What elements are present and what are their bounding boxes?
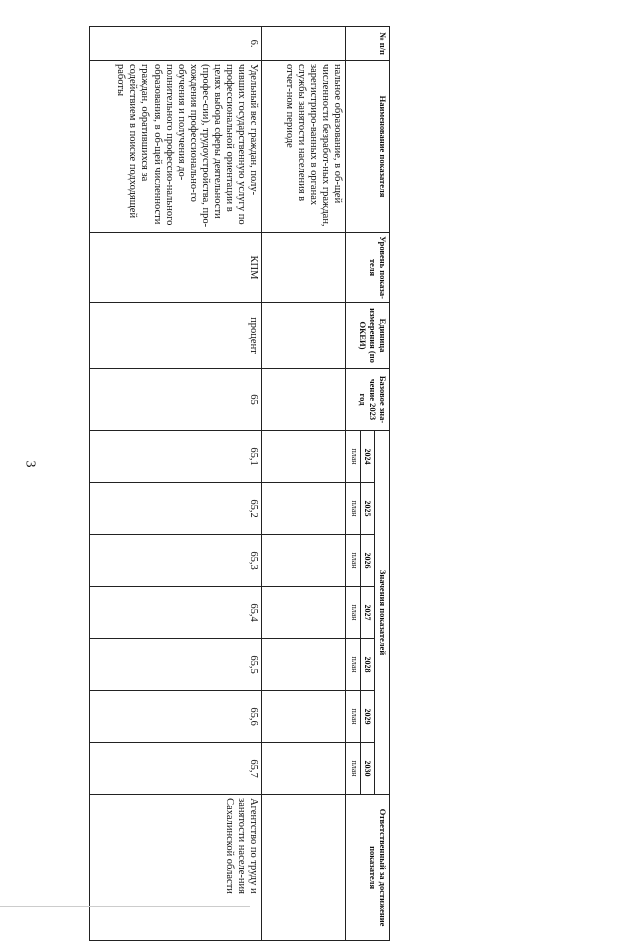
header-name: Наименование показателя: [346, 61, 390, 233]
row-num: 6.: [90, 27, 262, 61]
table-row: [262, 27, 346, 941]
plan-label: план: [346, 691, 361, 743]
year-header: 2027: [361, 587, 375, 639]
row-value: 65,3: [90, 535, 262, 587]
header-responsible: Ответственный за достижение показателя: [346, 795, 390, 941]
year-header: 2029: [361, 691, 375, 743]
header-num: № п/п: [346, 27, 390, 61]
page-number: 3: [22, 460, 38, 468]
row-responsible: Агентство по труду и занятости населе-ния Сахалинской области: [90, 795, 262, 941]
row-value: [262, 639, 346, 691]
header-row: [375, 27, 390, 941]
row-value: 65,5: [90, 639, 262, 691]
scan-artifact-line: [0, 906, 250, 907]
rotated-table-wrapper: [48, 26, 390, 927]
row-responsible: [262, 795, 346, 941]
plan-label: план: [346, 587, 361, 639]
row-value: [262, 691, 346, 743]
plan-label: план: [346, 483, 361, 535]
row-value: 65,4: [90, 587, 262, 639]
row-value: 65,6: [90, 691, 262, 743]
year-header: 2026: [361, 535, 375, 587]
row-name: Удельный вес граждан, полу-чивших государственную услугу по профессиональной ориентации в целях выбора сферы деятельности (профес-сии), трудоустройства, про-хождения профессионально-го обучения и получения до-полнительного профессио-нального образования, в об-щей численности граждан, обратившихся за содействием в поиске подходящей работы: [90, 61, 262, 233]
row-level: КПМ: [90, 233, 262, 303]
indicators-table: [89, 26, 390, 941]
row-value: [262, 535, 346, 587]
row-value: 65,7: [90, 743, 262, 795]
plan-label: план: [346, 743, 361, 795]
row-baseline: 65: [90, 369, 262, 431]
table-row: [90, 27, 262, 941]
row-value: [262, 743, 346, 795]
row-value: 65,2: [90, 483, 262, 535]
header-level: Уровень показа-теля: [346, 233, 390, 303]
row-level: [262, 233, 346, 303]
row-value: [262, 587, 346, 639]
header-baseline: Базовое зна-чение 2023 год: [346, 369, 390, 431]
row-value: [262, 431, 346, 483]
row-name: нальное образование, в об-щей численности безработ-ных граждан, зарегистриро-ванных в органах службы занятости населения в отчет-ном периоде: [262, 61, 346, 233]
header-values-group: Значения показателей: [375, 431, 390, 795]
header-unit: Единица измерения (по ОКЕИ): [346, 303, 390, 369]
year-header: 2030: [361, 743, 375, 795]
year-header: 2025: [361, 483, 375, 535]
plan-label: план: [346, 535, 361, 587]
row-value: [262, 483, 346, 535]
plan-label: план: [346, 431, 361, 483]
year-header: 2024: [361, 431, 375, 483]
year-header: 2028: [361, 639, 375, 691]
row-unit: процент: [90, 303, 262, 369]
row-baseline: [262, 369, 346, 431]
row-value: 65,1: [90, 431, 262, 483]
plan-label: план: [346, 639, 361, 691]
row-num: [262, 27, 346, 61]
row-unit: [262, 303, 346, 369]
